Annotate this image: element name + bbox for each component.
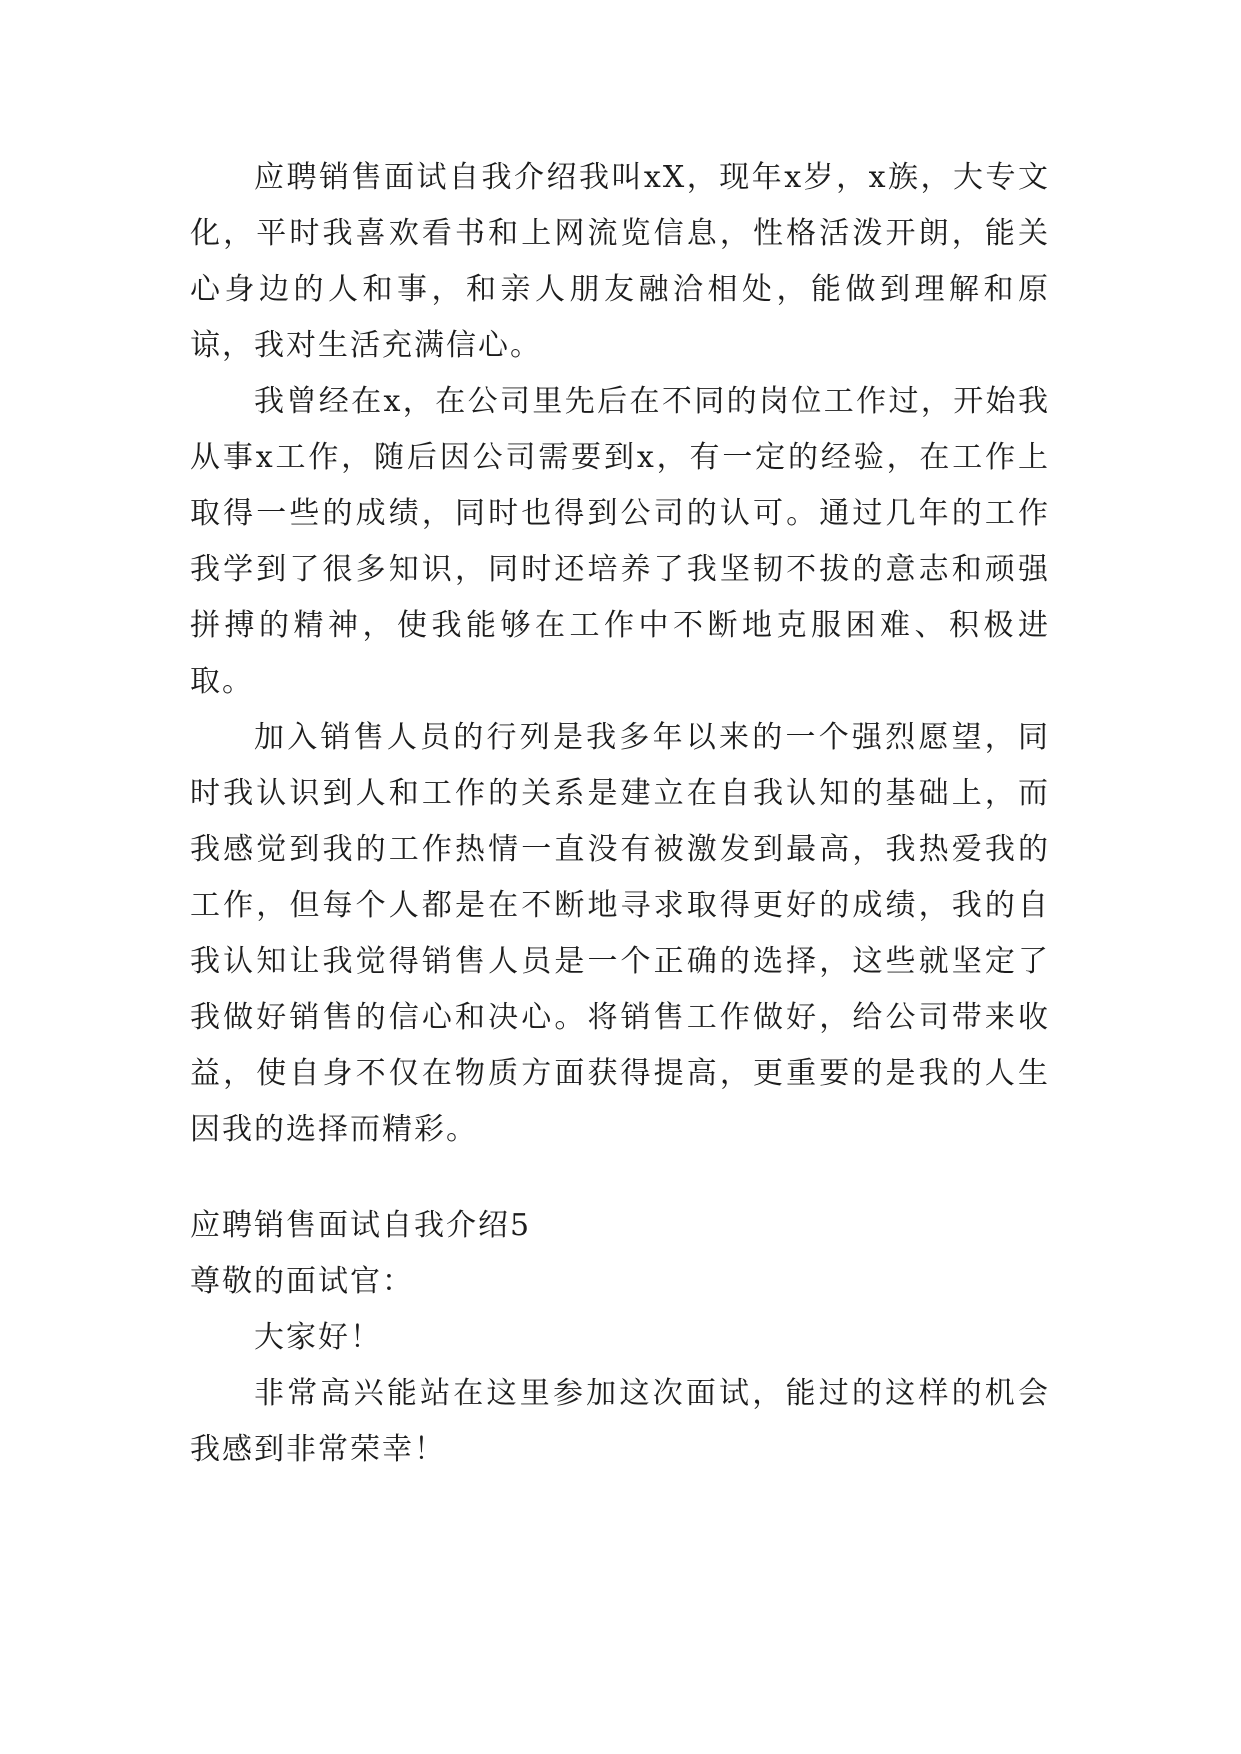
paragraph-intro: 应聘销售面试自我介绍我叫xX，现年x岁，x族，大专文化，平时我喜欢看书和上网流览信息，性格活泼开朗，能关心身边的人和事，和亲人朋友融洽相处，能做到理解和原谅，我对生活充满信心。	[190, 160, 1050, 363]
section-spacer	[190, 1158, 1050, 1198]
greeting: 大家好！	[254, 1320, 382, 1355]
paragraph-closing: 非常高兴能站在这里参加这次面试，能过的这样的机会我感到非常荣幸！	[190, 1376, 1050, 1467]
section-title: 应聘销售面试自我介绍5	[190, 1208, 532, 1243]
paragraph-motivation: 加入销售人员的行列是我多年以来的一个强烈愿望，同时我认识到人和工作的关系是建立在自我认知的基础上，而我感觉到我的工作热情一直没有被激发到最高，我热爱我的工作，但每个人都是在不断地寻求取得更好的成绩，我的自我认知让我觉得销售人员是一个正确的选择，这些就坚定了我做好销售的信心和决心。将销售工作做好，给公司带来收益，使自身不仅在物质方面获得提高，更重要的是我的人生因我的选择而精彩。	[190, 720, 1050, 1147]
document-page	[190, 150, 1050, 1478]
salutation: 尊敬的面试官：	[190, 1264, 414, 1299]
paragraph-experience: 我曾经在x，在公司里先后在不同的岗位工作过，开始我从事x工作，随后因公司需要到x，有一定的经验，在工作上取得一些的成绩，同时也得到公司的认可。通过几年的工作我学到了很多知识，同时还培养了我坚韧不拔的意志和顽强拼搏的精神，使我能够在工作中不断地克服困难、积极进取。	[190, 384, 1050, 699]
